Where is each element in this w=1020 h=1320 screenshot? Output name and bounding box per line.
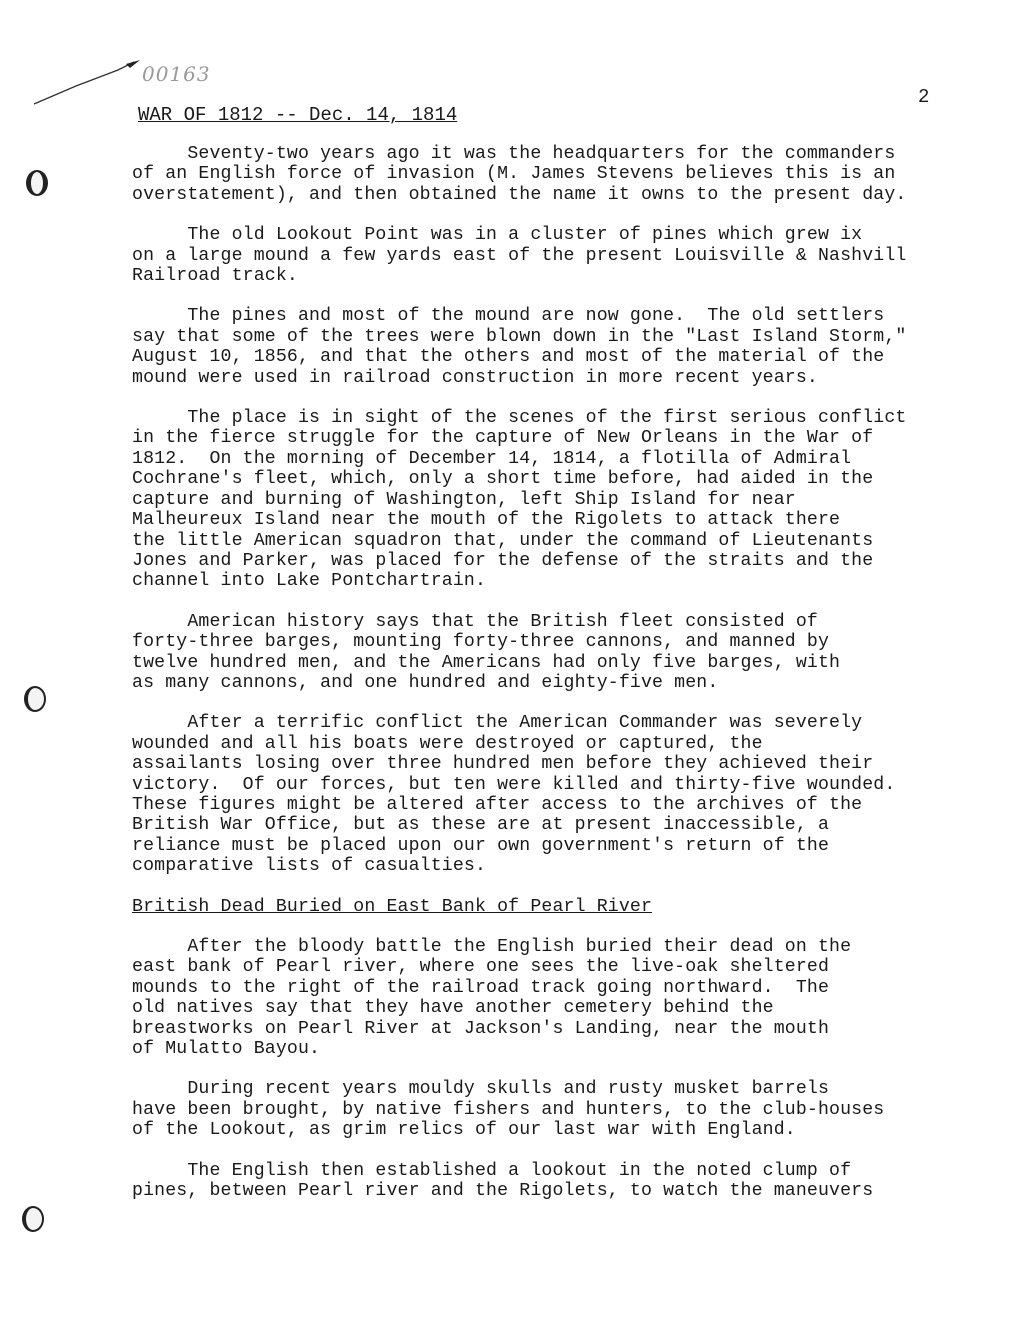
binder-hole-bottom bbox=[22, 1206, 44, 1232]
page-number: 2 bbox=[918, 86, 930, 108]
page-heading: WAR OF 1812 -- Dec. 14, 1814 bbox=[138, 104, 458, 126]
paragraph: The pines and most of the mound are now gone. The old settlers say that some of the trees were blown down in the "Last Island Storm," August 10, 1856, and that the others and most of the material of the mound were used in railroad construction in more recent years. bbox=[132, 306, 907, 388]
pen-mark-icon bbox=[30, 52, 150, 112]
body-text bbox=[132, 144, 1004, 1221]
paragraph: American history says that the British fleet consisted of forty-three barges, mounting forty-three cannons, and manned by twelve hundred men, and the Americans had only five barges, with as many cannons, and one hundred and eighty-five men. bbox=[132, 611, 841, 693]
handwritten-document-number: 00163 bbox=[142, 62, 211, 86]
paragraph: During recent years mouldy skulls and rusty musket barrels have been brought, by native fishers and hunters, to the club-houses of the Lookout, as grim relics of our last war with England. bbox=[132, 1079, 885, 1141]
paragraph: Seventy-two years ago it was the headquarters for the commanders of an English force of invasion (M. James Stevens believes this is an overstatement), and then obtained the name it owns to the present day. bbox=[132, 144, 907, 205]
section-subheading bbox=[132, 897, 1004, 917]
subheading-text: British Dead Buried on East Bank of Pearl River bbox=[132, 896, 653, 917]
binder-hole-middle bbox=[24, 686, 46, 712]
paragraph: After a terrific conflict the American Commander was severely wounded and all his boats were destroyed or captured, the assailants losing over three hundred men before they achieved their victory. Of our forces, but ten were killed and thirty-five wounded. These figures might be altered after access to the archives of the British War Office, but as these are at present inaccessible, a reliance must be placed upon our own government's return of the comparative lists of casualties. bbox=[132, 713, 896, 877]
paragraph: The English then established a lookout in the noted clump of pines, between Pearl river and the Rigolets, to watch the maneuvers bbox=[132, 1160, 874, 1202]
paragraph: The place is in sight of the scenes of the first serious conflict in the fierce struggle for the capture of New Orleans in the War of 1812. On the morning of December 14, 1814, a flotilla of Admiral Cochrane's fleet, which, only a short time before, had aided in the capture and burning of Washington, left Ship Island for near Malheureux Island near the mouth of the Rigolets to attack there the little American squadron that, under the command of Lieutenants Jones and Parker, was placed for the defense of the straits and the channel into Lake Pontchartrain. bbox=[132, 408, 907, 592]
binder-hole-top bbox=[26, 170, 48, 196]
paragraph: The old Lookout Point was in a cluster of pines which grew ix on a large mound a few yards east of the present Louisville & Nashvill Railroad track. bbox=[132, 225, 907, 287]
paragraph: After the bloody battle the English buried their dead on the east bank of Pearl river, where one sees the live-oak sheltered mounds to the right of the railroad track going northward. The old natives say that they have another cemetery behind the breastworks on Pearl River at Jackson's Landing, near the mouth of Mulatto Bayou. bbox=[132, 937, 852, 1060]
